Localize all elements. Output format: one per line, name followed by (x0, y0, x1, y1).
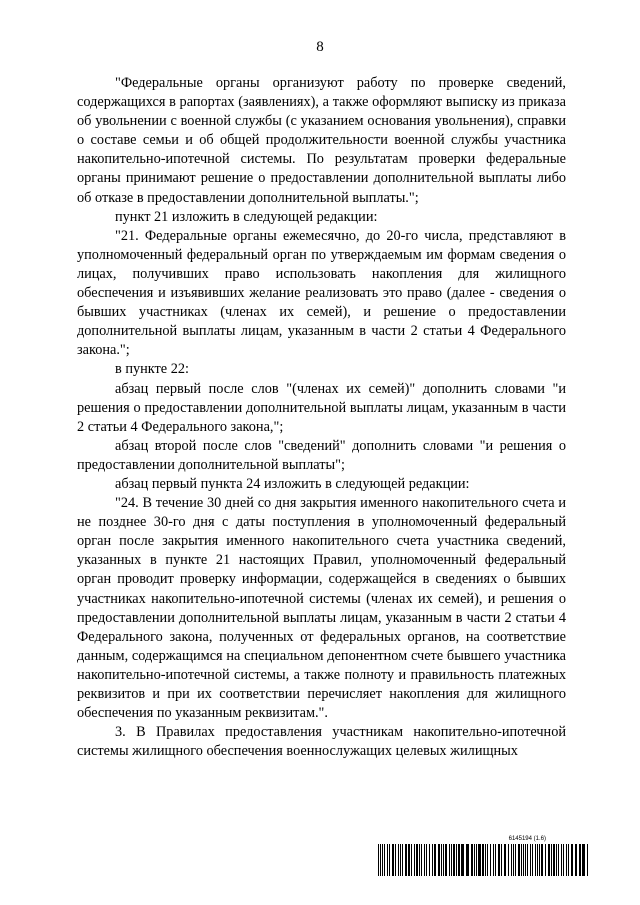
paragraph: "21. Федеральные органы ежемесячно, до 20-го числа, представляют в уполномоченный федеральный орган по утверждаемым им формам сведения о лицах, получивших право использовать накопления для жилищного обеспечения и изъявивших желание реализовать это право (далее - сведения о бывших участниках (членах их семей), и решение о предоставлении дополнительной выплаты лицам, указанным в части 2 статьи 4 Федерального закона."; (77, 227, 566, 359)
page-number: 8 (316, 39, 324, 55)
paragraph: абзац второй после слов "сведений" дополнить словами "и решения о предоставлении дополнительной выплаты"; (77, 437, 566, 473)
paragraph: абзац первый пункта 24 изложить в следующей редакции: (115, 475, 470, 492)
document-body (77, 74, 566, 761)
paragraph: "24. В течение 30 дней со дня закрытия именного накопительного счета и не позднее 30-го дня с даты поступления в уполномоченный федеральный орган после закрытия именного накопительного счета участника сведений, указанных в пункте 21 настоящих Правил, уполномоченный федеральный орган проводит проверку информации, содержащейся в сведениях о бывших участниках накопительно-ипотечной системы (членах их семей), и решения о предоставлении дополнительной выплаты лицам, указанным в части 2 статьи 4 Федерального закона, полученных от федеральных органов, на соответствие данным, содержащимся на специальном депонентном счете бывшего участника накопительно-ипотечной системы, а также полноту и правильность платежных реквизитов и при их соответствии перечисляет накопления для жилищного обеспечения по указанным реквизитам.". (77, 495, 566, 722)
barcode-icon (378, 844, 588, 876)
paragraph: пункт 21 изложить в следующей редакции: (115, 208, 378, 225)
paragraph: "Федеральные органы организуют работу по проверке сведений, содержащихся в рапортах (заявлениях), а также оформляют выписку из приказа об увольнении с военной службы (с указанием основания увольнения), справки о составе семьи и об общей продолжительности военной службы участника накопительно-ипотечной системы. По результатам проверки федеральные органы принимают решение о предоставлении дополнительной выплаты либо об отказе в предоставлении дополнительной выплаты."; (77, 75, 566, 206)
paragraph: в пункте 22: (115, 361, 189, 378)
paragraph: 3. В Правилах предоставления участникам накопительно-ипотечной системы жилищного обеспечения военнослужащих целевых жилищных (77, 724, 566, 760)
barcode-caption: 6145194 (1.6) (508, 836, 546, 842)
barcode-block (378, 836, 588, 882)
paragraph: абзац первый после слов "(членах их семей)" дополнить словами "и решения о предоставлении дополнительной выплаты лицам, указанным в части 2 статьи 4 Федерального закона,"; (77, 380, 566, 435)
